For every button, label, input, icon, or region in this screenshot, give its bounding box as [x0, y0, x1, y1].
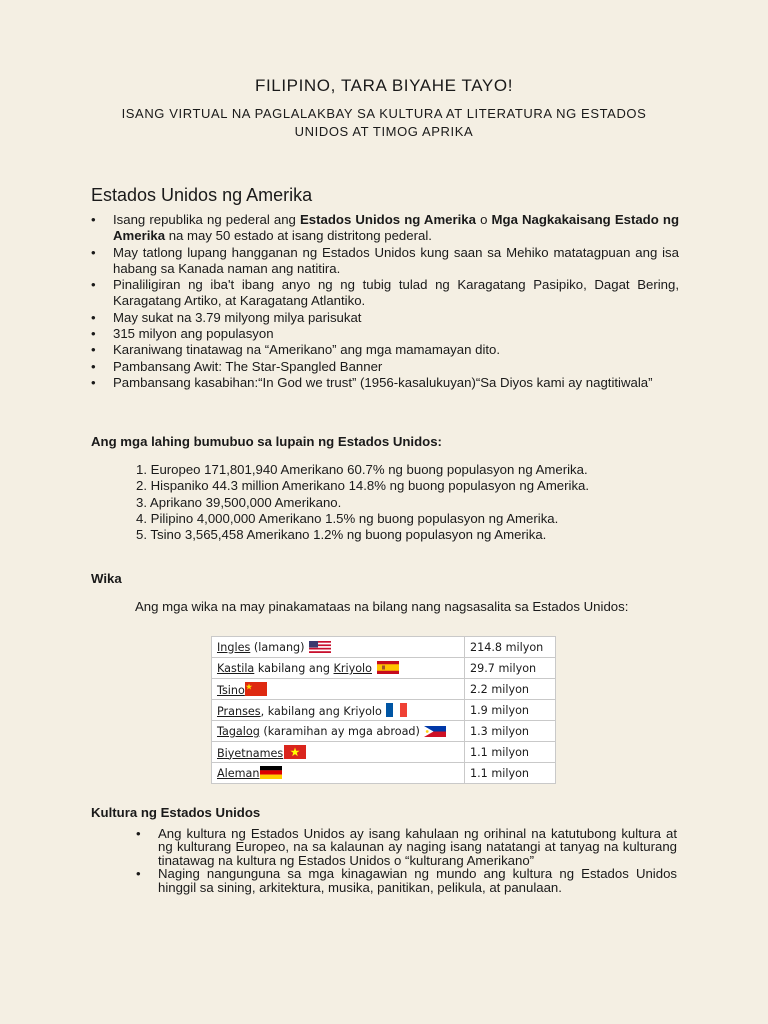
- language-link[interactable]: Pranses: [217, 704, 261, 718]
- language-cell: [212, 763, 465, 784]
- speaker-count: 1.1 milyon: [465, 742, 556, 763]
- ethnic-groups-list: [136, 462, 589, 543]
- philippines-flag-icon: [424, 726, 446, 737]
- language-link[interactable]: Tagalog: [217, 724, 260, 738]
- usa-fact: • 315 milyon ang populasyon: [91, 326, 679, 342]
- speaker-count: 214.8 milyon: [465, 637, 556, 658]
- china-flag-icon: [245, 682, 267, 696]
- language-note: (karamihan ay mga abroad): [259, 724, 420, 738]
- language-link[interactable]: Aleman: [217, 767, 260, 780]
- vietnam-flag-icon: [284, 745, 306, 759]
- language-link[interactable]: Kastila: [217, 662, 255, 675]
- speaker-count: 2.2 milyon: [465, 679, 556, 700]
- table-row: [212, 721, 556, 742]
- usa-fact: • Pambansang kasabihan:“In God we trust” (1956-kasalukuyan)“Sa Diyos kami ay nagtitiwala”: [91, 375, 679, 391]
- table-row: [212, 742, 556, 763]
- language-note: kabilang ang: [254, 662, 334, 675]
- fact-text: o: [475, 212, 492, 227]
- ethnic-group-item: 5. Tsino 3,565,458 Amerikano 1.2% ng buong populasyon ng Amerika.: [136, 527, 547, 543]
- language-heading: Wika: [91, 571, 122, 586]
- table-row: [212, 763, 556, 784]
- ethnic-group-item: 3. Aprikano 39,500,000 Amerikano.: [136, 494, 342, 510]
- table-row: [212, 637, 556, 658]
- culture-item: • Naging nangunguna sa mga kinagawian ng mundo ang kultura ng Estados Unidos hinggil sa sining, arkitektura, musika, panitikan, pelikula, at panulaan.: [136, 867, 677, 894]
- language-cell: [212, 658, 465, 679]
- ethnic-group-item: 2. Hispaniko 44.3 million Amerikano 14.8% ng buong populasyon ng Amerika.: [136, 478, 590, 494]
- spain-flag-icon: [377, 661, 399, 674]
- language-link[interactable]: Biyetnames: [217, 746, 284, 760]
- language-cell: [212, 637, 465, 658]
- usa-fact: • May tatlong lupang hangganan ng Estados Unidos kung saan sa Mehiko matatagpuan ang isa habang sa Kanada naman ang natitira.: [91, 245, 679, 278]
- speaker-count: 1.9 milyon: [465, 700, 556, 721]
- language-note: (lamang): [250, 640, 305, 654]
- ethnic-groups-heading: Ang mga lahing bumubuo sa lupain ng Estados Unidos:: [91, 434, 442, 449]
- fact-bold-text: Estados Unidos ng Amerika: [299, 212, 476, 227]
- page-subtitle: ISANG VIRTUAL NA PAGLALAKBAY SA KULTURA AT LITERATURA NG ESTADOS UNIDOS AT TIMOG APRIKA: [121, 106, 647, 139]
- table-row: [212, 658, 556, 679]
- fact-text: na may 50 estado at isang distritong pederal.: [165, 228, 432, 244]
- usa-fact: [91, 212, 679, 245]
- culture-list: [136, 827, 677, 894]
- usa-facts-list: [91, 212, 679, 391]
- culture-heading: Kultura ng Estados Unidos: [91, 805, 261, 820]
- fact-text: Isang republika ng pederal ang: [113, 212, 300, 227]
- language-cell: [212, 721, 465, 742]
- fact-bold-text: Mga Nagkakaisang Estado ng Amerika: [113, 212, 680, 244]
- language-intro: Ang mga wika na may pinakamataas na bilang nang nagsasalita sa Estados Unidos:: [135, 599, 629, 614]
- ethnic-group-item: 1. Europeo 171,801,940 Amerikano 60.7% ng buong populasyon ng Amerika.: [136, 462, 588, 477]
- language-table: [211, 636, 556, 784]
- usa-flag-icon: [309, 641, 331, 653]
- speaker-count: 1.1 milyon: [465, 763, 556, 784]
- language-link[interactable]: Tsino: [217, 683, 245, 697]
- usa-fact: • Pinaliligiran ng iba't ibang anyo ng ng tubig tulad ng Karagatang Pasipiko, Dagat Bering, Karagatang Artiko, at Karagatang Atlantiko.: [91, 277, 679, 310]
- usa-fact: • Karaniwang tinatawag na “Amerikano” ang mga mamamayan dito.: [91, 342, 679, 358]
- language-note: , kabilang ang Kriyolo: [260, 704, 382, 718]
- usa-fact: • Pambansang Awit: The Star-Spangled Banner: [91, 359, 679, 375]
- germany-flag-icon: [260, 766, 282, 779]
- usa-fact: • May sukat na 3.79 milyong milya parisukat: [91, 310, 679, 326]
- france-flag-icon: [386, 703, 407, 717]
- speaker-count: 29.7 milyon: [465, 658, 556, 679]
- table-row: [212, 700, 556, 721]
- language-cell: [212, 679, 465, 700]
- speaker-count: 1.3 milyon: [465, 721, 556, 742]
- page-title: FILIPINO, TARA BIYAHE TAYO!: [254, 76, 514, 95]
- usa-heading: Estados Unidos ng Amerika: [91, 185, 313, 205]
- language-cell: [212, 700, 465, 721]
- language-cell: [212, 742, 465, 763]
- table-row: [212, 679, 556, 700]
- ethnic-group-item: 4. Pilipino 4,000,000 Amerikano 1.5% ng buong populasyon ng Amerika.: [136, 510, 559, 526]
- language-link[interactable]: Kriyolo: [333, 662, 372, 675]
- language-link[interactable]: Ingles: [217, 640, 251, 654]
- culture-item: • Ang kultura ng Estados Unidos ay isang kahulaan ng orihinal na katutubong kultura at ng kulturang Europeo, na sa kalaunan ay naging isang natatangi at tanyag na kulturang tinatawag na kultura ng Estados Unidos o “kulturang Amerikano”: [136, 827, 677, 867]
